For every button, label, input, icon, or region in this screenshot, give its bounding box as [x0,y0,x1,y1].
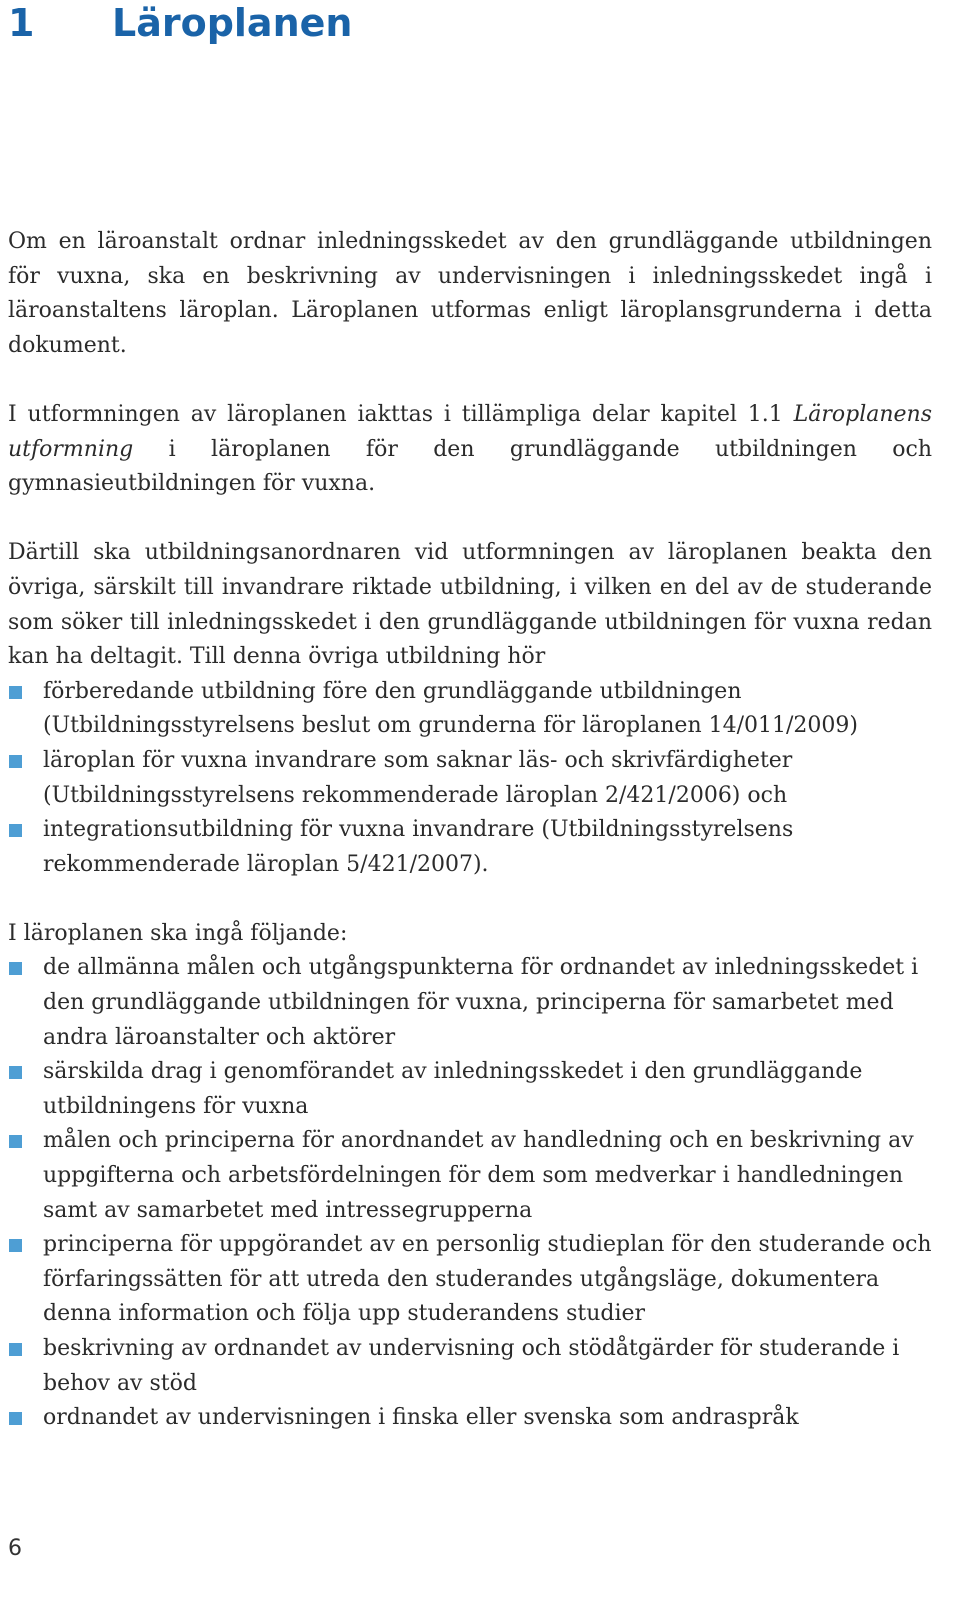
square-bullet-icon [9,1343,22,1356]
list-item [8,744,932,813]
list-item [8,1055,932,1124]
reference-italic-title: Läroplanens utformning [8,401,932,462]
square-bullet-icon [9,1135,22,1148]
list-item-text: de allmänna målen och utgångspunkterna för ordnandet av inledningsskedet i den grundläggande utbildningen för vuxna, principerna för samarbetet med andra läroanstalter och aktörer [43,955,919,1050]
list-item-text: integrationsutbildning för vuxna invandrare (Utbildningsstyrelsens rekommenderade läroplan 5/421/2007). [43,817,794,877]
square-bullet-icon [9,1412,22,1425]
square-bullet-icon [9,755,22,768]
list-item [8,813,932,882]
paragraph-other-education: Därtill ska utbildningsanordnaren vid utformningen av läroplanen beakta den övriga, särskilt till invandrare riktade utbildning, i vilken en del av de studerande som söker till inledningsskedet i den grundläggande utbildningen för vuxna redan kan ha deltagit. Till denna övriga utbildning hör [8,540,932,670]
list-item-text: målen och principerna för anordnandet av handledning och en beskrivning av uppgifterna och arbetsfördelningen för dem som medverkar i handledningen samt av samarbetet med intressegrupperna [43,1128,914,1223]
paragraph-curriculum-contents: I läroplanen ska ingå följande: [8,920,348,946]
list-item [8,675,932,744]
list-item [8,1228,932,1332]
page-number: 6 [8,1536,22,1561]
chapter-heading [8,0,352,46]
body-text [8,225,932,1436]
square-bullet-icon [9,962,22,975]
reference-text-after: i läroplanen för den grundläggande utbildningen och gymnasieutbildningen för vuxna. [8,436,932,497]
chapter-title: Läroplanen [112,1,353,45]
list-item-text: förberedande utbildning före den grundläggande utbildningen (Utbildningsstyrelsens beslut om grunderna för läroplanen 14/011/2009) [43,678,858,739]
chapter-number: 1 [8,1,35,45]
list-item [8,1332,932,1401]
list-item-text: ordnandet av undervisningen i finska eller svenska som andraspråk [43,1405,799,1431]
curriculum-contents-list [8,951,932,1435]
reference-text-before: I utformningen av läroplanen iakttas i tillämpliga delar kapitel 1.1 [8,401,794,427]
list-item-text: särskilda drag i genomförandet av inledningsskedet i den grundläggande utbildningens för vuxna [43,1059,863,1119]
list-item-text: principerna för uppgörandet av en personlig studieplan för den studerande och förfaringssätten för att utreda den studerandes utgångsläge, dokumentera denna information och följa upp studerandens studier [43,1232,932,1327]
square-bullet-icon [9,824,22,837]
list-item [8,951,932,1055]
square-bullet-icon [9,1066,22,1079]
list-item-text: beskrivning av ordnandet av undervisning och stödåtgärder för studerande i behov av stöd [43,1336,900,1396]
list-item [8,1124,932,1228]
list-item-text: läroplan för vuxna invandrare som saknar läs- och skrivfärdigheter (Utbildningsstyrelsens rekommenderade läroplan 2/421/2006) och [43,747,793,808]
list-item [8,1401,932,1436]
square-bullet-icon [9,686,22,699]
other-education-list [8,675,932,883]
paragraph-chapter-reference [8,398,932,502]
square-bullet-icon [9,1239,22,1252]
paragraph-intro: Om en läroanstalt ordnar inledningsskedet av den grundläggande utbildningen för vuxna, ska en beskrivning av undervisningen i inledningsskedet ingå i läroanstaltens läroplan. Läroplanen utformas enligt läroplansgrunderna i detta dokument. [8,229,932,358]
